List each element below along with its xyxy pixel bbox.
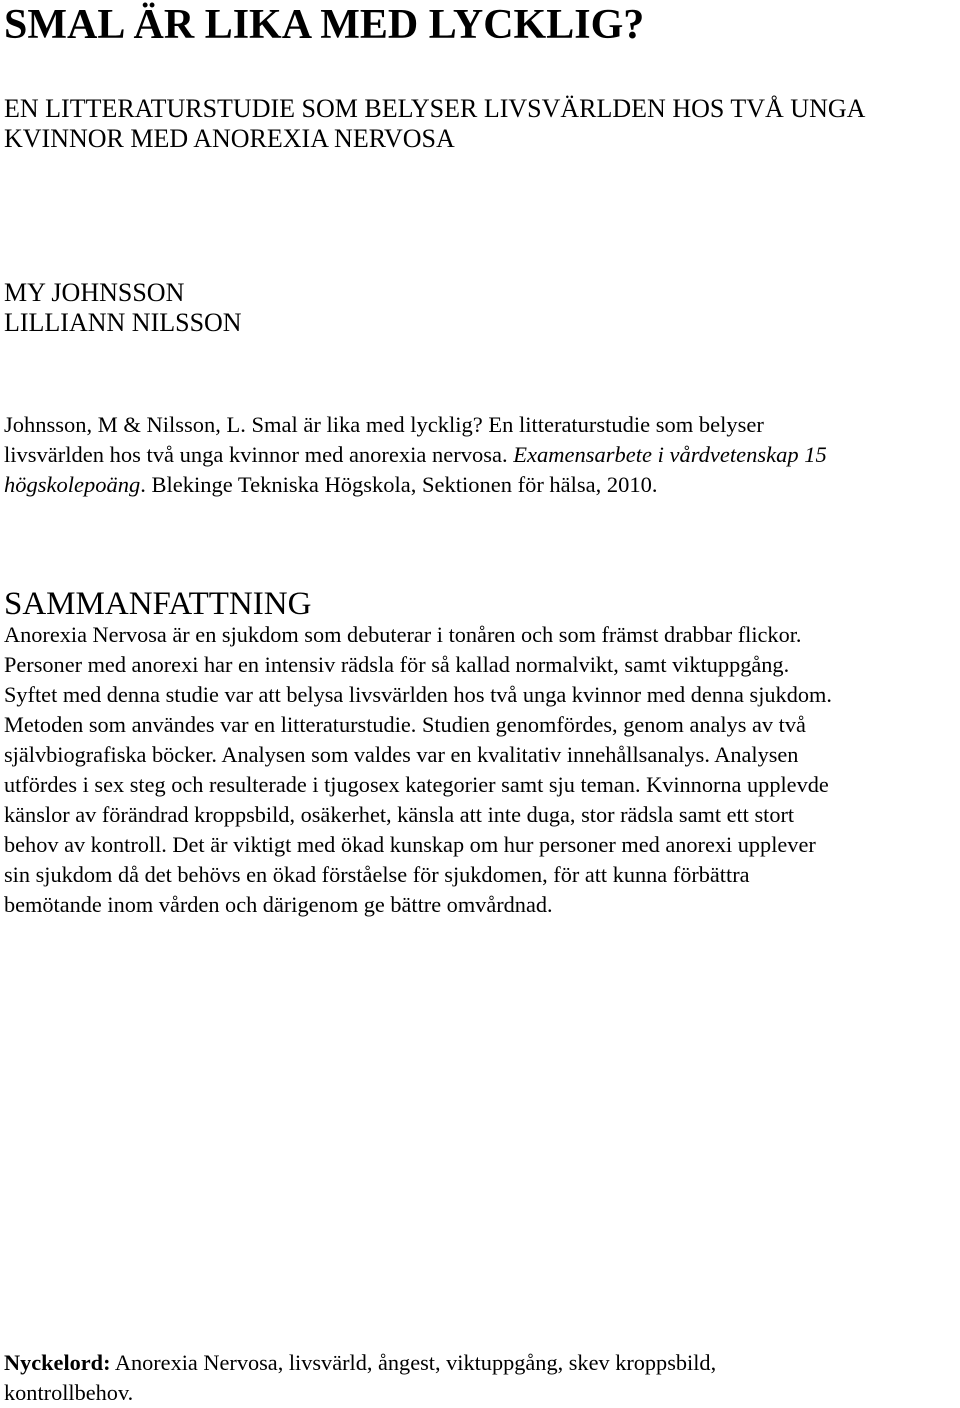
keywords-line (4, 1348, 956, 1378)
subtitle-line: KVINNOR MED ANOREXIA NERVOSA (4, 124, 455, 153)
keywords-text: Anorexia Nervosa, livsvärld, ångest, viktuppgång, skev kroppsbild, (110, 1350, 717, 1375)
abstract-line: sin sjukdom då det behövs en ökad förståelse för sjukdomen, för att kunna förbättra (4, 862, 750, 887)
abstract-heading: SAMMANFATTNING (4, 586, 312, 622)
abstract-line: behov av kontroll. Det är viktigt med ökad kunskap om hur personer med anorexi upplever (4, 832, 816, 857)
author-name: LILLIANN NILSSON (4, 308, 242, 337)
document-title: SMAL ÄR LIKA MED LYCKLIG? (4, 2, 645, 48)
abstract-line: självbiografiska böcker. Analysen som valdes var en kvalitativ innehållsanalys. Analysen (4, 742, 799, 767)
document-subtitle (4, 94, 865, 154)
citation-text: . Blekinge Tekniska Högskola, Sektionen för hälsa, 2010. (140, 472, 658, 497)
keywords-label: Nyckelord: (4, 1350, 111, 1375)
author-name: MY JOHNSSON (4, 278, 185, 307)
abstract-line: Metoden som användes var en litteraturstudie. Studien genomfördes, genom analys av två (4, 712, 806, 737)
keywords-block (4, 1348, 956, 1408)
author-list (4, 278, 242, 338)
citation-text: Johnsson, M & Nilsson, L. Smal är lika med lycklig? En litteraturstudie som belyser (4, 412, 764, 437)
citation-italic-text: Examensarbete i vårdvetenskap 15 (513, 442, 827, 467)
citation-line (4, 470, 954, 500)
abstract-line: Syftet med denna studie var att belysa livsvärlden hos två unga kvinnor med denna sjukdom. (4, 682, 832, 707)
abstract-line: Personer med anorexi har en intensiv rädsla för så kallad normalvikt, samt viktuppgång. (4, 652, 790, 677)
abstract-body (4, 620, 956, 920)
subtitle-line: EN LITTERATURSTUDIE SOM BELYSER LIVSVÄRLDEN HOS TVÅ UNGA (4, 94, 866, 123)
abstract-line: känslor av förändrad kroppsbild, osäkerhet, känsla att inte duga, stor rädsla samt ett stort (4, 802, 795, 827)
abstract-line: Anorexia Nervosa är en sjukdom som debuterar i tonåren och som främst drabbar flickor. (4, 622, 802, 647)
citation-text: livsvärlden hos två unga kvinnor med anorexia nervosa. (4, 442, 514, 467)
abstract-line: utfördes i sex steg och resulterade i tjugosex kategorier samt sju teman. Kvinnorna upplevde (4, 772, 829, 797)
abstract-line: bemötande inom vården och därigenom ge bättre omvårdnad. (4, 892, 553, 917)
citation-line (4, 440, 954, 470)
citation-block (4, 410, 954, 500)
keywords-line: kontrollbehov. (4, 1380, 134, 1405)
citation-italic-text: högskolepoäng (4, 472, 141, 497)
citation-line (4, 410, 954, 440)
